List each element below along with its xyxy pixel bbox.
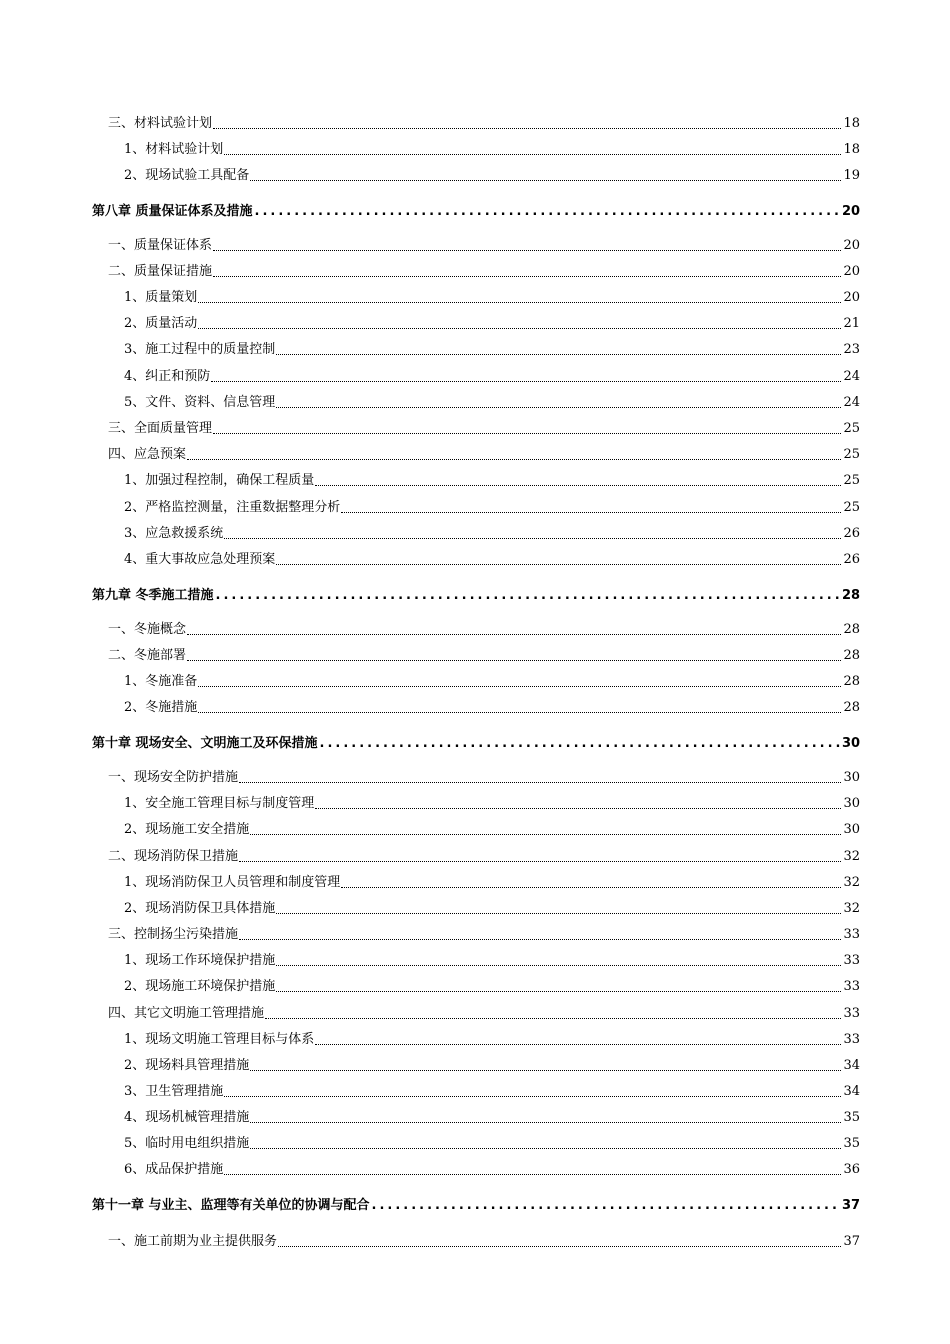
dot-leader	[372, 1198, 840, 1214]
toc-entry[interactable]	[0, 1194, 860, 1214]
toc-entry[interactable]	[0, 923, 860, 943]
dot-leader	[224, 152, 841, 155]
toc-page-number: 24	[843, 395, 860, 410]
toc-page-number: 25	[843, 447, 860, 462]
dot-leader	[224, 1094, 841, 1097]
toc-entry-label: 1、质量策划	[124, 290, 198, 305]
toc-entry-label: 1、加强过程控制，确保工程质量	[124, 473, 315, 488]
toc-page-number: 33	[843, 953, 860, 968]
toc-page-number: 36	[843, 1162, 860, 1177]
toc-page-number: 33	[843, 1032, 860, 1047]
toc-entry-label: 1、冬施准备	[124, 674, 198, 689]
toc-page-number: 35	[843, 1110, 860, 1125]
toc-page-number: 30	[843, 770, 860, 785]
toc-entry-label: 1、材料试验计划	[124, 142, 224, 157]
dot-leader	[250, 1146, 841, 1149]
toc-page-number: 20	[842, 204, 861, 219]
toc-entry-label: 4、纠正和预防	[124, 369, 211, 384]
toc-entry[interactable]	[0, 138, 860, 158]
toc-entry-label: 三、材料试验计划	[108, 116, 213, 131]
dot-leader	[213, 431, 841, 434]
toc-page-number: 28	[843, 648, 860, 663]
toc-entry-label: 四、应急预案	[108, 447, 187, 462]
toc-entry[interactable]	[0, 1054, 860, 1074]
toc-page-number: 32	[843, 901, 860, 916]
toc-entry-label: 2、现场试验工具配备	[124, 168, 250, 183]
dot-leader	[239, 859, 841, 862]
dot-leader	[198, 684, 841, 687]
toc-entry[interactable]	[0, 1028, 860, 1048]
toc-entry-label: 3、卫生管理措施	[124, 1084, 224, 1099]
dot-leader	[276, 989, 841, 992]
toc-entry[interactable]	[0, 391, 860, 411]
toc-entry-label: 1、现场文明施工管理目标与体系	[124, 1032, 315, 1047]
toc-entry-label: 2、现场施工安全措施	[124, 822, 250, 837]
dot-leader	[315, 483, 841, 486]
toc-entry[interactable]	[0, 469, 860, 489]
dot-leader	[255, 204, 840, 220]
toc-page-number: 32	[843, 849, 860, 864]
dot-leader	[224, 1172, 841, 1175]
toc-entry-label: 一、现场安全防护措施	[108, 770, 239, 785]
dot-leader	[265, 1016, 841, 1019]
toc-entry[interactable]	[0, 443, 860, 463]
toc-page-number: 33	[843, 979, 860, 994]
toc-entry-label: 三、控制扬尘污染措施	[108, 927, 239, 942]
toc-entry-label: 3、施工过程中的质量控制	[124, 342, 276, 357]
toc-page-number: 35	[843, 1136, 860, 1151]
toc-entry[interactable]	[0, 234, 860, 254]
toc-entry[interactable]	[0, 1230, 860, 1250]
toc-entry-label: 一、施工前期为业主提供服务	[108, 1234, 278, 1249]
toc-chapter-title: 第十章 现场安全、文明施工及环保措施	[92, 736, 318, 751]
toc-page-number: 37	[842, 1198, 861, 1213]
toc-entry[interactable]	[0, 164, 860, 184]
toc-entry[interactable]	[0, 365, 860, 385]
toc-page-number: 18	[843, 116, 860, 131]
toc-entry-label: 2、现场料具管理措施	[124, 1058, 250, 1073]
toc-entry[interactable]	[0, 644, 860, 664]
toc-entry[interactable]	[0, 286, 860, 306]
dot-leader	[187, 457, 841, 460]
toc-entry[interactable]	[0, 845, 860, 865]
toc-entry[interactable]	[0, 871, 860, 891]
toc-entry-label: 二、现场消防保卫措施	[108, 849, 239, 864]
toc-page-number: 28	[843, 700, 860, 715]
toc-page-number: 25	[843, 500, 860, 515]
toc-page-number: 26	[843, 552, 860, 567]
toc-page-number: 33	[843, 927, 860, 942]
toc-entry[interactable]	[0, 618, 860, 638]
toc-page-number: 28	[842, 588, 861, 603]
dot-leader	[250, 1120, 841, 1123]
dot-leader	[213, 274, 841, 277]
dot-leader	[250, 178, 841, 181]
toc-entry[interactable]	[0, 818, 860, 838]
dot-leader	[276, 352, 841, 355]
toc-entry-label: 2、现场消防保卫具体措施	[124, 901, 276, 916]
toc-entry-label: 二、冬施部署	[108, 648, 187, 663]
dot-leader	[250, 832, 841, 835]
dot-leader	[187, 632, 841, 635]
toc-entry-label: 2、冬施措施	[124, 700, 198, 715]
toc-entry[interactable]	[0, 522, 860, 542]
dot-leader	[341, 510, 841, 513]
toc-entry[interactable]	[0, 112, 860, 132]
toc-page-number: 28	[843, 674, 860, 689]
toc-entry-label: 三、全面质量管理	[108, 421, 213, 436]
dot-leader	[239, 780, 841, 783]
dot-leader	[216, 588, 840, 604]
toc-page-number: 30	[843, 796, 860, 811]
dot-leader	[315, 806, 841, 809]
dot-leader	[224, 536, 841, 539]
toc-entry[interactable]	[0, 496, 860, 516]
dot-leader	[276, 562, 841, 565]
toc-page-number: 34	[843, 1058, 860, 1073]
toc-page-number: 25	[843, 421, 860, 436]
toc-page-number: 26	[843, 526, 860, 541]
toc-page-number: 32	[843, 875, 860, 890]
toc-entry[interactable]	[0, 1080, 860, 1100]
dot-leader	[341, 885, 841, 888]
toc-page-number: 28	[843, 622, 860, 637]
toc-entry[interactable]	[0, 975, 860, 995]
dot-leader	[276, 911, 841, 914]
dot-leader	[315, 1042, 841, 1045]
toc-page-number: 34	[843, 1084, 860, 1099]
toc-entry[interactable]	[0, 312, 860, 332]
toc-entry[interactable]	[0, 1158, 860, 1178]
toc-entry[interactable]	[0, 338, 860, 358]
toc-entry-label: 1、现场工作环境保护措施	[124, 953, 276, 968]
toc-page-number: 19	[843, 168, 860, 183]
dot-leader	[198, 710, 841, 713]
toc-entry-label: 5、文件、资料、信息管理	[124, 395, 276, 410]
toc-entry-label: 5、临时用电组织措施	[124, 1136, 250, 1151]
dot-leader	[198, 300, 841, 303]
toc-entry-label: 一、质量保证体系	[108, 238, 213, 253]
dot-leader	[276, 405, 841, 408]
toc-page-number: 24	[843, 369, 860, 384]
toc-page-number: 30	[842, 736, 861, 751]
toc-page-number: 18	[843, 142, 860, 157]
toc-chapter-title: 第九章 冬季施工措施	[92, 588, 214, 603]
toc-page-number: 30	[843, 822, 860, 837]
dot-leader	[198, 326, 841, 329]
toc-entry-label: 4、现场机械管理措施	[124, 1110, 250, 1125]
toc-entry-label: 1、现场消防保卫人员管理和制度管理	[124, 875, 341, 890]
toc-entry[interactable]	[0, 1002, 860, 1022]
toc-page-number: 20	[843, 264, 860, 279]
toc-page-number: 20	[843, 290, 860, 305]
toc-entry[interactable]	[0, 584, 860, 604]
toc-entry-label: 1、安全施工管理目标与制度管理	[124, 796, 315, 811]
toc-entry[interactable]	[0, 696, 860, 716]
toc-entry[interactable]	[0, 200, 860, 220]
toc-page-number: 25	[843, 473, 860, 488]
toc-entry[interactable]	[0, 417, 860, 437]
toc-entry[interactable]	[0, 766, 860, 786]
toc-entry-label: 四、其它文明施工管理措施	[108, 1006, 265, 1021]
toc-entry[interactable]	[0, 949, 860, 969]
toc-entry[interactable]	[0, 732, 860, 752]
dot-leader	[278, 1244, 841, 1247]
dot-leader	[276, 963, 841, 966]
toc-entry[interactable]	[0, 897, 860, 917]
toc-page-number: 20	[843, 238, 860, 253]
toc-entry[interactable]	[0, 792, 860, 812]
dot-leader	[211, 379, 841, 382]
toc-entry[interactable]	[0, 260, 860, 280]
dot-leader	[250, 1068, 841, 1071]
toc-page-number: 21	[843, 316, 860, 331]
dot-leader	[213, 126, 841, 129]
toc-entry[interactable]	[0, 548, 860, 568]
toc-entry-label: 一、冬施概念	[108, 622, 187, 637]
dot-leader	[187, 658, 841, 661]
dot-leader	[320, 736, 840, 752]
toc-entry[interactable]	[0, 670, 860, 690]
toc-entry-label: 4、重大事故应急处理预案	[124, 552, 276, 567]
toc-entry-label: 2、质量活动	[124, 316, 198, 331]
toc-entry-label: 3、应急救援系统	[124, 526, 224, 541]
toc-page-number: 37	[843, 1234, 860, 1249]
toc-page-number: 23	[843, 342, 860, 357]
toc-entry[interactable]	[0, 1106, 860, 1126]
toc-entry[interactable]	[0, 1132, 860, 1152]
toc-chapter-title: 第十一章 与业主、监理等有关单位的协调与配合	[92, 1198, 370, 1213]
toc-entry-label: 2、严格监控测量，注重数据整理分析	[124, 500, 341, 515]
dot-leader	[239, 937, 841, 940]
toc-chapter-title: 第八章 质量保证体系及措施	[92, 204, 253, 219]
toc-entry-label: 二、质量保证措施	[108, 264, 213, 279]
toc-page-number: 33	[843, 1006, 860, 1021]
toc-entry-label: 6、成品保护措施	[124, 1162, 224, 1177]
dot-leader	[213, 248, 841, 251]
toc-entry-label: 2、现场施工环境保护措施	[124, 979, 276, 994]
